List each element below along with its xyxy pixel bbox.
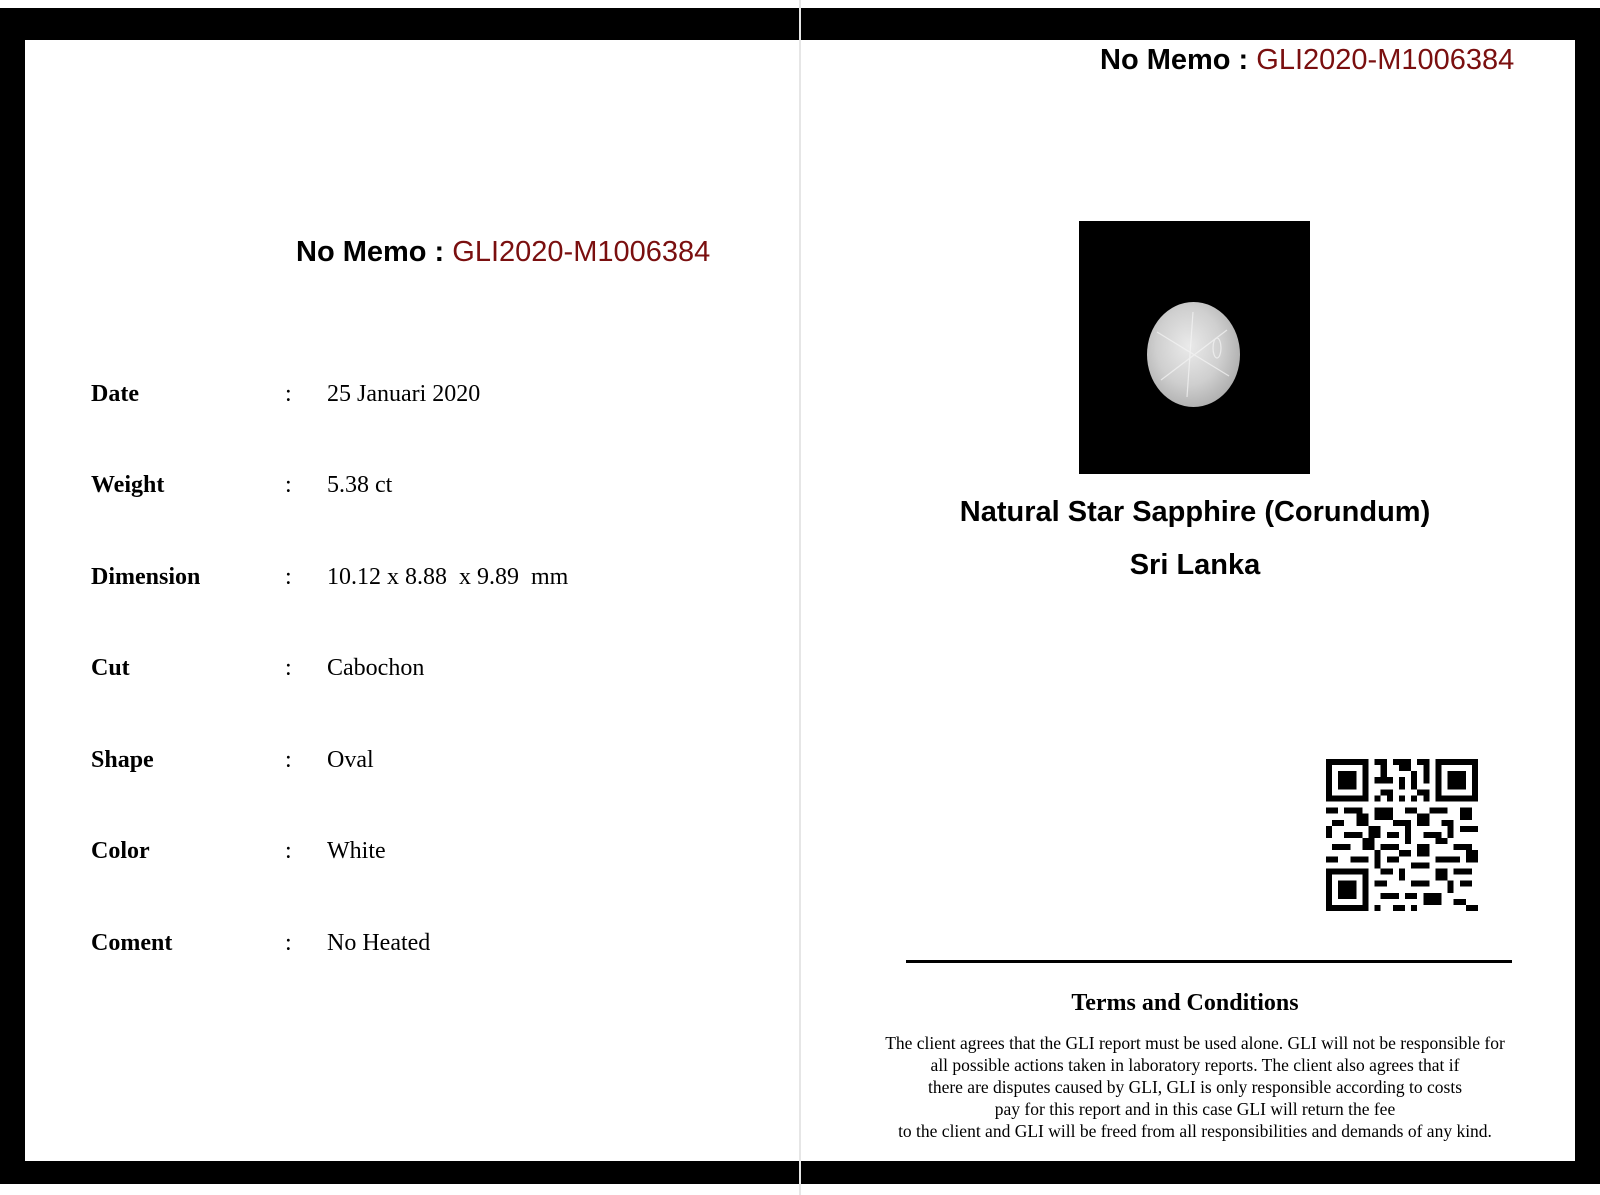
detail-value: 10.12 x 8.88 x 9.89 mm: [327, 564, 569, 590]
detail-label: Date: [91, 381, 139, 407]
memo-number-right: [1100, 44, 1514, 77]
detail-label: Weight: [91, 472, 165, 498]
detail-separator: :: [285, 564, 292, 590]
terms-line: to the client and GLI will be freed from all responsibilities and demands of any kind.: [898, 1121, 1492, 1141]
star-asterism-icon: [1147, 302, 1240, 407]
detail-value: Cabochon: [327, 655, 425, 681]
detail-separator: :: [285, 472, 292, 498]
detail-label: Dimension: [91, 564, 201, 590]
detail-label: Color: [91, 838, 150, 864]
memo-label: No Memo :: [1100, 44, 1249, 76]
detail-label: Coment: [91, 930, 173, 956]
terms-line: there are disputes caused by GLI, GLI is only responsible according to costs: [927, 1077, 1463, 1097]
detail-separator: :: [285, 381, 292, 407]
terms-body: [850, 1032, 1540, 1142]
memo-label: No Memo :: [296, 236, 445, 268]
detail-separator: :: [285, 838, 292, 864]
page-fold-divider: [799, 0, 801, 1195]
terms-title: Terms and Conditions: [1071, 990, 1299, 1016]
detail-value: Oval: [327, 747, 374, 773]
detail-label: Cut: [91, 655, 130, 681]
detail-value: 25 Januari 2020: [327, 381, 481, 407]
qr-code: [1326, 754, 1478, 916]
gemstone-photo: [1079, 221, 1310, 474]
detail-label: Shape: [91, 747, 154, 773]
terms-line: pay for this report and in this case GLI will return the fee: [994, 1099, 1396, 1119]
gem-name: Natural Star Sapphire (Corundum): [959, 496, 1431, 528]
memo-number-left: [296, 236, 710, 269]
gemstone-image: [1147, 302, 1240, 407]
terms-line: all possible actions taken in laboratory reports. The client also agrees that if: [930, 1055, 1460, 1075]
detail-separator: :: [285, 747, 292, 773]
gem-origin: Sri Lanka: [1129, 549, 1261, 581]
detail-separator: :: [285, 930, 292, 956]
memo-value: GLI2020-M1006384: [1256, 44, 1515, 76]
detail-value: White: [327, 838, 386, 864]
terms-divider: [906, 960, 1512, 963]
terms-line: The client agrees that the GLI report must be used alone. GLI will not be responsible for: [885, 1033, 1505, 1053]
detail-separator: :: [285, 655, 292, 681]
memo-value: GLI2020-M1006384: [452, 236, 711, 268]
detail-value: No Heated: [327, 930, 431, 956]
detail-value: 5.38 ct: [327, 472, 393, 498]
